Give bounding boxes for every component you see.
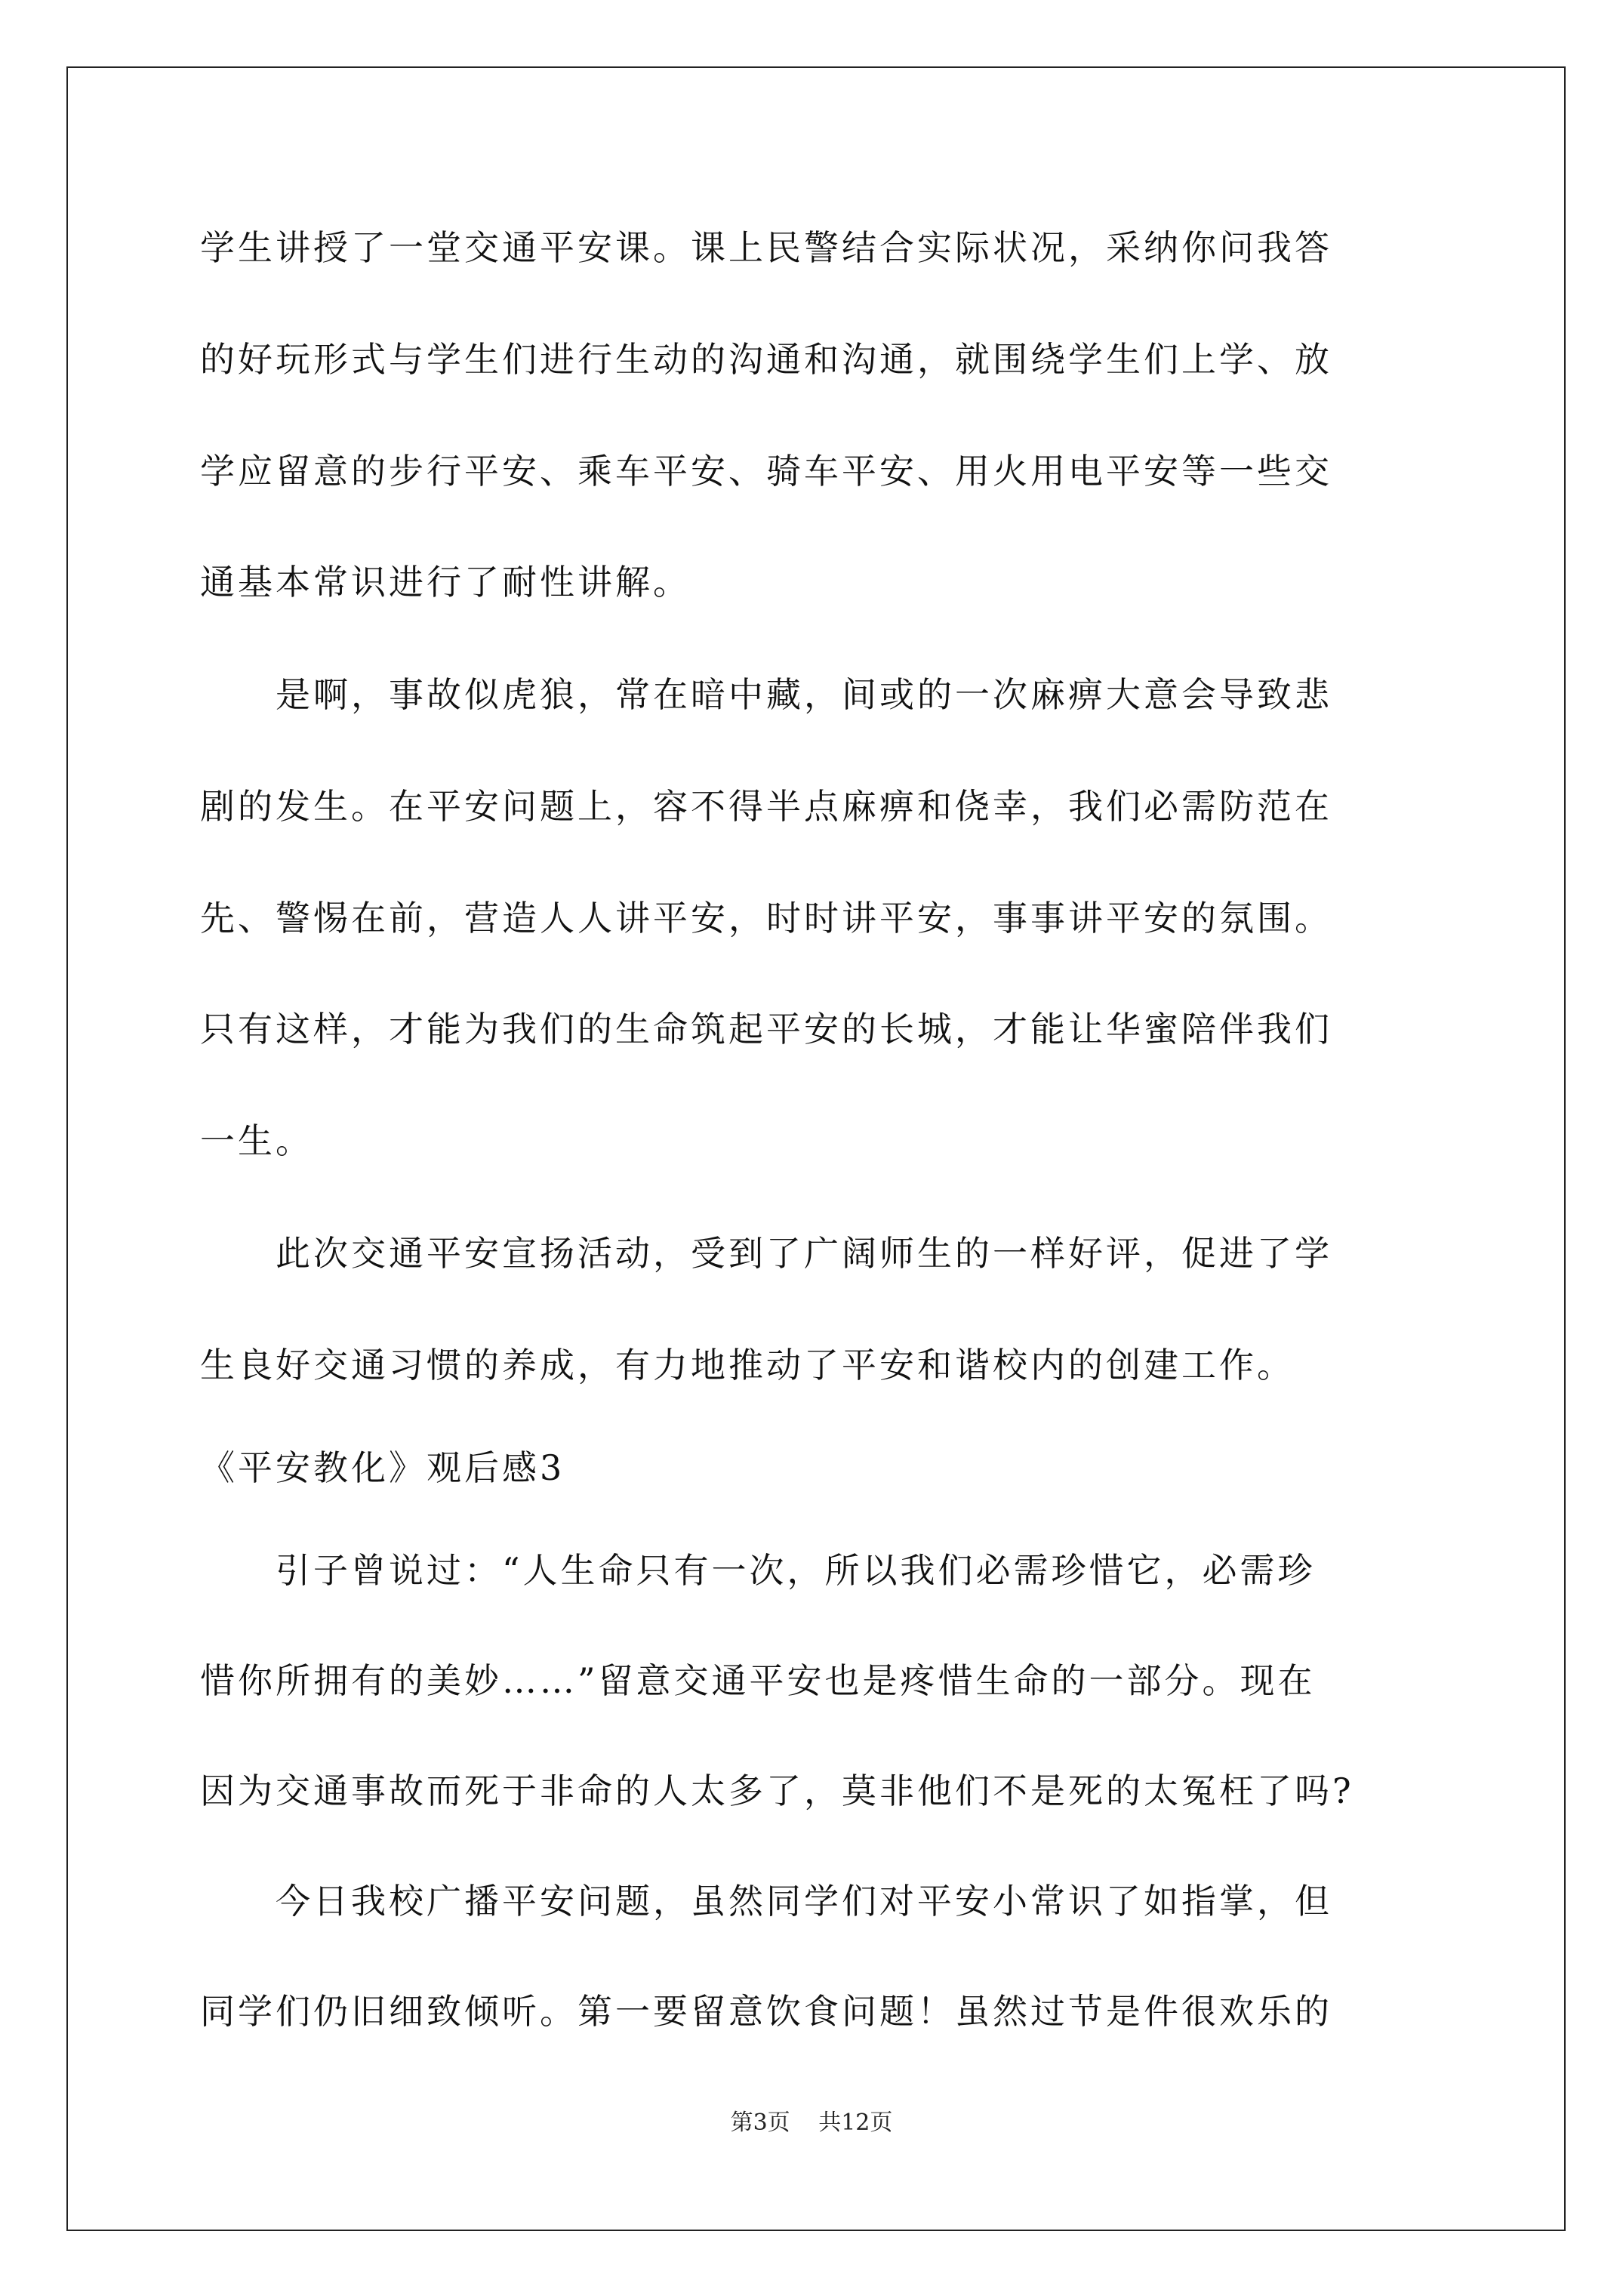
text-line: 今日我校广播平安问题，虽然同学们对平安小常识了如指掌，但 [200,1881,1332,1922]
text-line: 此次交通平安宣扬活动，受到了广阔师生的一样好评，促进了学 [200,1233,1332,1274]
text-line: 因为交通事故而死于非命的人太多了，莫非他们不是死的太冤枉了吗? [200,1771,1354,1811]
text-line: 学应留意的步行平安、乘车平安、骑车平安、用火用电平安等一些交 [200,451,1332,492]
text-line: 学生讲授了一堂交通平安课。课上民警结合实际状况，采纳你问我答 [200,227,1332,268]
page-total: 共12页 [818,2110,893,2136]
text-line: 通基本常识进行了耐性讲解。 [200,562,691,603]
text-line: 是啊，事故似虎狼，常在暗中藏，间或的一次麻痹大意会导致悲 [200,674,1332,715]
text-line: 只有这样，才能为我们的生命筑起平安的长城，才能让华蜜陪伴我们 [200,1009,1332,1049]
page-footer [0,2108,1623,2138]
text-line: 的好玩形式与学生们进行生动的沟通和沟通，就围绕学生们上学、放 [200,339,1332,380]
text-line: 剧的发生。在平安问题上，容不得半点麻痹和侥幸，我们必需防范在 [200,786,1332,827]
text-line: 同学们仍旧细致倾听。第一要留意饮食问题！虽然过节是件很欢乐的 [200,1991,1332,2032]
text-line: 引子曾说过：“人生命只有一次，所以我们必需珍惜它，必需珍 [200,1550,1316,1591]
text-line: 一生。 [200,1120,313,1161]
text-line: 先、警惕在前，营造人人讲平安，时时讲平安，事事讲平安的氛围。 [200,898,1332,938]
text-line: 生良好交通习惯的养成，有力地推动了平安和谐校内的创建工作。 [200,1345,1295,1385]
page-number: 第3页 [730,2110,790,2136]
section-heading: 《平安教化》观后感3 [200,1447,565,1488]
text-line: 惜你所拥有的美妙……”留意交通平安也是疼惜生命的一部分。现在 [200,1660,1316,1701]
